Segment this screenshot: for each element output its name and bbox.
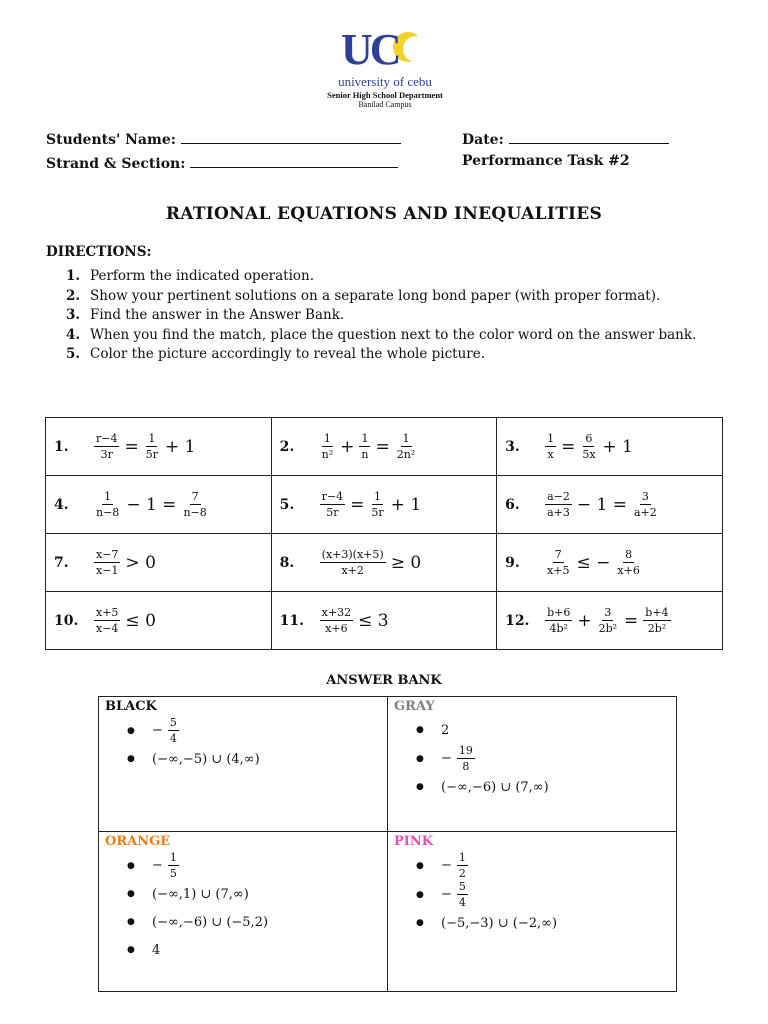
fraction [643, 606, 670, 635]
denominator: x−4 [96, 622, 119, 635]
denominator: a+3 [547, 506, 570, 519]
bullet-icon: ● [127, 725, 135, 736]
fraction [457, 744, 475, 773]
direction-item: 2. Show your pertinent solutions on a separate long bond paper (with proper format). [66, 287, 661, 304]
answer-value [438, 723, 452, 738]
problem-row [46, 534, 723, 592]
denominator: x+6 [325, 622, 348, 635]
problem-number: 3. [505, 438, 520, 455]
denominator: 2n² [396, 448, 416, 461]
answer-bank-title: ANSWER BANK [326, 673, 442, 688]
answer-item [416, 744, 676, 773]
bullet-icon: ● [127, 860, 135, 871]
color-label: ORANGE [105, 834, 171, 849]
fraction [94, 432, 119, 461]
answer-group-gray [388, 697, 677, 832]
operator: − 1 = [576, 494, 627, 515]
operator: = [350, 494, 365, 515]
directions-heading: DIRECTIONS: [46, 244, 152, 260]
answer-value [149, 887, 252, 902]
numerator: 19 [458, 744, 473, 757]
operator: − [441, 887, 452, 902]
denominator: 5r [145, 448, 158, 461]
numerator: 1 [323, 432, 331, 445]
numerator: 1 [458, 851, 466, 864]
problem-row [46, 476, 723, 534]
numerator: 1 [374, 490, 382, 503]
fraction [320, 432, 336, 461]
answer-item [127, 908, 387, 936]
denominator: x+2 [341, 564, 364, 577]
problem-cell [497, 534, 723, 592]
bullet-icon: ● [127, 945, 135, 955]
numerator: 1 [547, 432, 555, 445]
students-name-line[interactable] [181, 129, 401, 144]
denominator: 2 [458, 867, 466, 880]
bullet-icon: ● [127, 889, 135, 899]
answer-value [149, 716, 181, 745]
numerator: 6 [585, 432, 593, 445]
fraction [168, 851, 179, 880]
problem-equation [543, 432, 636, 461]
problem-cell [46, 592, 272, 650]
problem-cell [46, 418, 272, 476]
problem-cell [271, 592, 496, 650]
direction-item: 3. Find the answer in the Answer Bank. [66, 307, 345, 323]
denominator: 8 [462, 760, 470, 773]
department-name: Senior High School Department [327, 90, 443, 100]
problems-table [45, 417, 723, 650]
operator: 4 [152, 942, 161, 958]
problem-number: 9. [505, 554, 520, 571]
problem-number: 10. [54, 612, 79, 629]
operator: = [561, 436, 576, 457]
answer-value [149, 915, 271, 930]
numerator: 7 [191, 490, 199, 503]
denominator: n−8 [183, 506, 207, 519]
fraction [320, 548, 386, 577]
numerator: x+32 [321, 606, 352, 619]
denominator: 4 [458, 896, 466, 909]
problem-number: 12. [505, 612, 530, 629]
answer-item [416, 851, 676, 880]
problem-cell [46, 476, 272, 534]
problem-row [46, 418, 723, 476]
problem-cell [46, 534, 272, 592]
denominator: 5x [582, 448, 596, 461]
date-line[interactable] [509, 129, 669, 144]
bullet-icon: ● [416, 782, 424, 792]
problem-equation [92, 432, 198, 461]
problem-equation [92, 548, 159, 577]
denominator: 4 [169, 732, 177, 745]
performance-task-label: Performance Task #2 [462, 153, 630, 169]
answer-item [127, 936, 387, 964]
university-name: university of cebu [338, 74, 432, 89]
denominator: 2b² [647, 622, 667, 635]
denominator: 5r [371, 506, 384, 519]
operator: (−∞,−5) ∪ (4,∞) [152, 751, 260, 767]
problem-number: 2. [279, 438, 295, 455]
answer-list [394, 851, 676, 937]
answer-list [394, 716, 676, 801]
problem-equation [318, 606, 392, 635]
problem-number: 6. [505, 496, 520, 513]
answer-item [416, 880, 676, 909]
answer-list [105, 716, 387, 773]
uc-logo-mark [335, 25, 435, 76]
fraction [545, 606, 572, 635]
numerator: 1 [402, 432, 410, 445]
problem-number: 5. [279, 496, 295, 513]
numerator: 5 [458, 880, 466, 893]
numerator: (x+3)(x+5) [321, 548, 384, 561]
operator: − [441, 751, 452, 766]
answer-item [127, 851, 387, 880]
operator: (−∞,−6) ∪ (−5,2) [152, 914, 269, 930]
denominator: n² [321, 448, 334, 461]
operator: + [577, 610, 592, 631]
logo-letters: UC [341, 25, 399, 74]
operator: = [375, 436, 390, 457]
denominator: n [361, 448, 369, 461]
fraction [94, 548, 120, 577]
numerator: 7 [554, 548, 562, 561]
numerator: b+4 [645, 606, 669, 619]
answer-item [416, 909, 676, 937]
problem-number: 1. [54, 438, 69, 455]
fraction [545, 490, 572, 519]
problem-equation [318, 490, 424, 519]
answer-bank-table [98, 696, 677, 992]
fraction [320, 606, 353, 635]
numerator: 3 [641, 490, 649, 503]
operator: ≤ − [576, 552, 611, 573]
denominator: x+5 [547, 564, 570, 577]
fraction [395, 432, 418, 461]
denominator: x+6 [617, 564, 640, 577]
fraction [94, 490, 121, 519]
denominator: x−1 [96, 564, 119, 577]
problem-number: 4. [54, 496, 69, 513]
operator: + 1 [602, 436, 633, 457]
bullet-icon: ● [416, 725, 424, 735]
fraction [457, 880, 468, 909]
bullet-icon: ● [416, 860, 424, 871]
numerator: x−7 [96, 548, 119, 561]
fraction [545, 432, 556, 461]
denominator: 5r [326, 506, 339, 519]
operator: ≥ 0 [390, 552, 422, 573]
bullet-icon: ● [416, 918, 424, 928]
problem-cell [271, 534, 496, 592]
bullet-icon: ● [127, 917, 135, 927]
bullet-icon: ● [416, 889, 424, 900]
problem-cell [271, 418, 496, 476]
problem-number: 11. [279, 612, 305, 629]
problem-row [46, 592, 723, 650]
answer-item [127, 880, 387, 908]
direction-item: 5. Color the picture accordingly to reveal the whole picture. [66, 346, 486, 362]
campus-name: Banilad Campus [358, 100, 412, 109]
problem-equation [543, 490, 661, 519]
fraction [597, 606, 619, 635]
operator: ≤ 3 [358, 610, 389, 631]
answer-group-pink [388, 832, 677, 992]
fraction [457, 851, 468, 880]
numerator: a−2 [547, 490, 570, 503]
answer-item [416, 773, 676, 801]
operator: = [124, 436, 139, 457]
fraction [359, 432, 370, 461]
problem-cell [271, 476, 496, 534]
operator: ≤ 0 [125, 610, 156, 631]
answer-value [149, 752, 263, 767]
operator: − 1 = [126, 494, 177, 515]
numerator: 1 [148, 432, 156, 445]
answer-list [105, 851, 387, 964]
answer-group-orange [99, 832, 388, 992]
denominator: 3r [100, 448, 113, 461]
operator: 2 [441, 722, 450, 738]
page-title: RATIONAL EQUATIONS AND INEQUALITIES [165, 204, 603, 224]
operator: > 0 [125, 552, 156, 573]
numerator: x+5 [96, 606, 119, 619]
denominator: 4b² [549, 622, 568, 635]
answer-value [438, 780, 552, 795]
numerator: r−4 [321, 490, 344, 503]
numerator: b+6 [547, 606, 571, 619]
problem-equation [543, 548, 644, 577]
numerator: 5 [169, 716, 177, 729]
answer-value [149, 851, 181, 880]
answer-item [127, 716, 387, 745]
direction-item: 4. When you find the match, place the question next to the color word on the answer bank. [66, 326, 697, 343]
students-name-field[interactable] [46, 129, 401, 148]
fraction [320, 490, 345, 519]
numerator: 1 [169, 851, 177, 864]
problem-number: 7. [54, 554, 69, 571]
fraction [615, 548, 641, 577]
operator: = [624, 610, 639, 631]
fraction [580, 432, 597, 461]
denominator: a+2 [633, 506, 657, 519]
operator: + [340, 436, 355, 457]
date-label: Date: [462, 132, 504, 148]
numerator: r−4 [96, 432, 118, 445]
problem-number: 8. [279, 554, 295, 571]
students-name-label: Students' Name: [46, 132, 176, 148]
answer-item [127, 745, 387, 773]
operator: (−∞,1) ∪ (7,∞) [152, 886, 249, 902]
operator: − [441, 858, 452, 873]
operator: (−∞,−6) ∪ (7,∞) [441, 779, 549, 795]
fraction [545, 548, 571, 577]
problem-equation [92, 606, 159, 635]
operator: (−5,−3) ∪ (−2,∞) [441, 915, 558, 931]
problem-cell [497, 592, 723, 650]
color-label: PINK [394, 834, 434, 849]
fraction [632, 490, 659, 519]
problem-cell [497, 476, 723, 534]
strand-section-label: Strand & Section: [46, 156, 186, 172]
date-field[interactable] [462, 129, 669, 148]
operator: + 1 [165, 436, 196, 457]
denominator: 5 [169, 867, 177, 880]
denominator: 2b² [598, 622, 618, 635]
answer-value [438, 851, 470, 880]
directions-list [66, 267, 726, 365]
answer-value [438, 744, 477, 773]
numerator: 1 [361, 432, 369, 445]
denominator: n−8 [96, 506, 120, 519]
answer-value [149, 943, 163, 958]
direction-item: 1. Perform the indicated operation. [66, 268, 315, 284]
numerator: 8 [625, 548, 633, 561]
bullet-icon: ● [416, 753, 424, 764]
operator: + 1 [390, 494, 422, 515]
strand-section-line[interactable] [190, 153, 398, 168]
problem-cell [497, 418, 723, 476]
university-logo [300, 25, 470, 109]
color-label: BLACK [105, 699, 157, 714]
strand-section-field[interactable] [46, 153, 398, 172]
operator: − [152, 858, 163, 873]
color-label: GRAY [394, 699, 435, 714]
fraction [181, 490, 208, 519]
denominator: x [547, 448, 554, 461]
problem-equation [318, 548, 424, 577]
answer-value [438, 880, 470, 909]
answer-value [438, 916, 560, 931]
problem-equation [92, 490, 211, 519]
answer-group-black [99, 697, 388, 832]
operator: − [152, 723, 163, 738]
problem-equation [318, 432, 420, 461]
problem-equation [543, 606, 672, 635]
fraction [94, 606, 120, 635]
numerator: 3 [604, 606, 612, 619]
fraction [144, 432, 160, 461]
answer-item [416, 716, 676, 744]
fraction [168, 716, 179, 745]
bullet-icon: ● [127, 754, 135, 764]
fraction [369, 490, 385, 519]
numerator: 1 [104, 490, 112, 503]
